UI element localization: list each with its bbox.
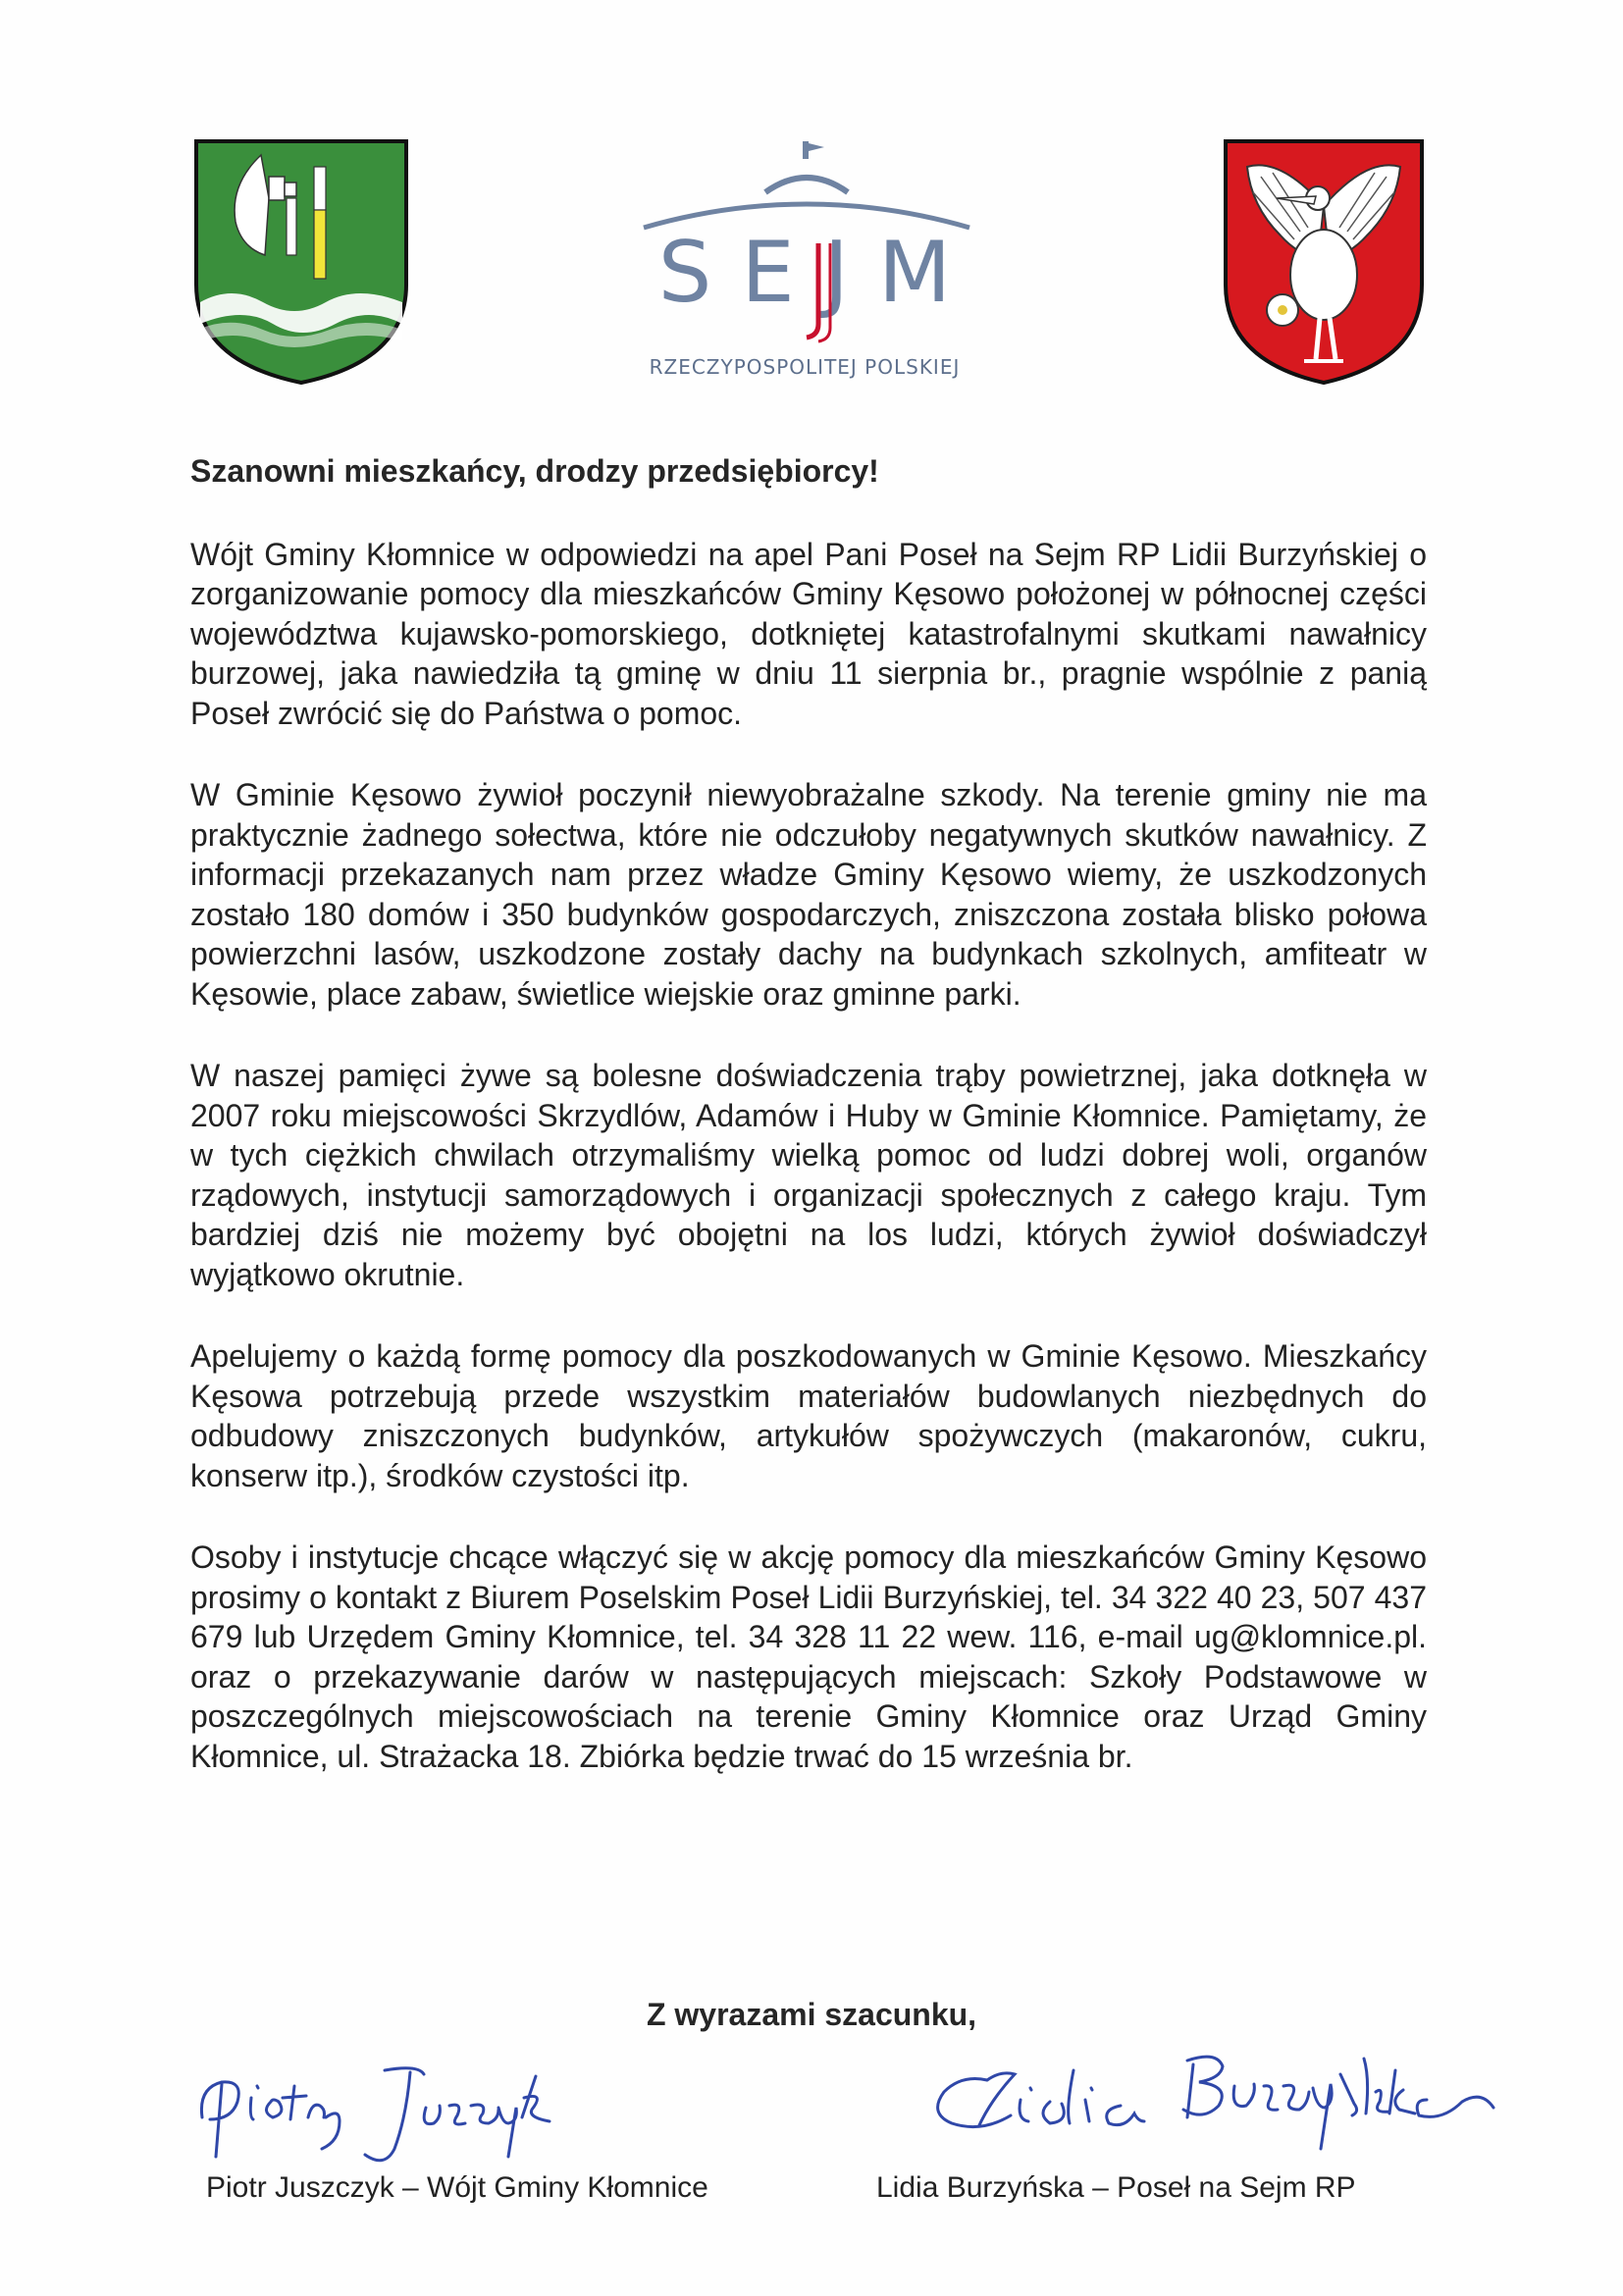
signature-lidia-burzynska-icon xyxy=(893,2031,1501,2168)
signature-piotr-juszczyk-icon xyxy=(192,2059,604,2176)
sejm-wordmark: SEJM xyxy=(657,224,981,322)
letter-paragraph-4: Apelujemy o każdą formę pomocy dla poszkodowanych w Gminie Kęsowo. Mieszkańcy Kęsowa potrzebują przede wszystkim materiałów budowlanych niezbędnych do odbudowy zniszczonych budynków, artykułów spożywczych (makaronów, cukru, konserw itp.), środków czystości itp. xyxy=(190,1338,1427,1493)
signatory-right-name: Lidia Burzyńska – Poseł na Sejm RP xyxy=(876,2171,1356,2204)
sejm-logo xyxy=(628,137,981,392)
letter-closing: Z wyrazami szacunku, xyxy=(646,1997,977,2032)
letter-paragraph-3: W naszej pamięci żywe są bolesne doświadczenia trąby powietrznej, jaka dotknęła w 2007 roku miejscowości Skrzydlów, Adamów i Huby w Gminie Kłomnice. Pamiętamy, że w tych ciężkich chwilach otrzymaliśmy wielką pomoc od ludzi dobrej woli, organów rządowych, instytucji samorządowych i organizacji społecznych z całego kraju. Tym bardziej dziś nie możemy być obojętni na los ludzi, których żywioł doświadczył wyjątkowo okrutnie. xyxy=(190,1058,1427,1292)
sejm-subtitle: RZECZYPOSPOLITEJ POLSKIEJ xyxy=(649,355,961,379)
letter-paragraph-1: Wójt Gminy Kłomnice w odpowiedzi na apel Pani Poseł na Sejm RP Lidii Burzyńskiej o zorganizowanie pomocy dla mieszkańców Gminy Kęsowo położonej w północnej części województwa kujawsko-pomorskiego, dotkniętej katastrofalnymi skutkami nawałnicy burzowej, jaka nawiedziła tą gminę w dniu 11 sierpnia br., pragnie wspólnie z panią Poseł zwrócić się do Państwa o pomoc. xyxy=(190,536,1427,731)
letter-paragraph-5: Osoby i instytucje chcące włączyć się w akcję pomocy dla mieszkańców Gminy Kęsowo prosimy o kontakt z Biurem Poselskim Poseł Lidii Burzyńskiej, tel. 34 322 40 23, 507 437 679 lub Urzędem Gminy Kłomnice, tel. 34 328 11 22 wew. 116, e-mail ug@klomnice.pl. oraz o przekazywanie darów w następujących miejscach: Szkoły Podstawowe w poszczególnych miejscowościach na terenie Gminy Kłomnice oraz Urząd Gminy Kłomnice, ul. Strażacka 18. Zbiórka będzie trwać do 15 września br. xyxy=(190,1539,1427,1774)
klomnice-coat-of-arms-icon xyxy=(192,137,410,387)
letter-greeting: Szanowni mieszkańcy, drodzy przedsiębiorcy! xyxy=(190,453,879,489)
kesowo-coat-of-arms-icon xyxy=(1222,137,1426,387)
signatory-left-name: Piotr Juszczyk – Wójt Gminy Kłomnice xyxy=(206,2171,708,2204)
letter-paragraph-2: W Gminie Kęsowo żywioł poczynił niewyobrażalne szkody. Na terenie gminy nie ma praktycznie żadnego sołectwa, które nie odczułoby negatywnych skutków nawałnicy. Z informacji przekazanych nam przez władze Gminy Kęsowo wiemy, że uszkodzonych zostało 180 domów i 350 budynków gospodarczych, zniszczona została blisko połowa powierzchni lasów, uszkodzone zostały dachy na budynkach szkolnych, amfiteatr w Kęsowie, place zabaw, świetlice wiejskie oraz gminne parki. xyxy=(190,777,1427,1012)
letter-body xyxy=(190,451,1427,1818)
sejm-red-mark-icon xyxy=(628,216,981,343)
